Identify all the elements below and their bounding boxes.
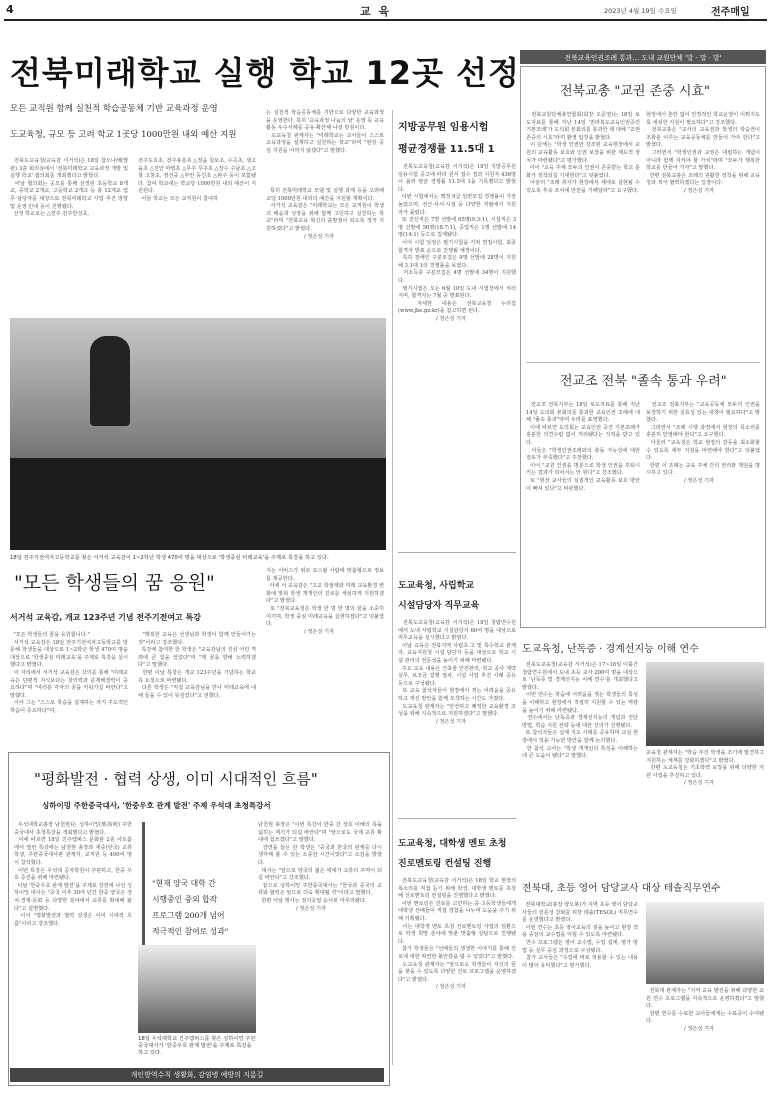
footer-slogan: 개인방역수칙 생활화, 감염병 예방의 지름길: [130, 1071, 264, 1079]
union-t1-headline: 전북교총 "교권 존중 시효": [560, 84, 710, 99]
lecture-col-1: "모든 학생들의 꿈을 응원합니다." 서거석 교육감은 18일 전주기전여자고등학교를 방문해 학생들을 대상으로 1~2학년 학생 470여 명을 대상으로 '학생중심 미래교육'을 주제로 특강을 실시했다고 밝혔다. 이 자리에서 서거석 교육감은 강의를 통해 "미래교육은 단편적 지식보다는 창의력과 문제해결력이 중요하다"며 "여러분 각자의 꿈을 키워가길 바란다"고 말했다. 이어 그는 "스스로 학습을 설계하는 자기 주도적인 학습이 중요하다"며,: [10, 632, 128, 714]
peace-subheadline: 싱하이밍 주한중국대사, '한중우호 관계 발전' 주제 우석대 초청특강서: [42, 801, 271, 810]
main-subheadline-1: 모든 교직원 함께 실천적 학습공동체 기반 교육과정 운영: [10, 104, 218, 114]
audience-silhouettes: [10, 458, 386, 550]
lecture-photo: [10, 318, 386, 550]
private-subheadline: 시설담당자 직무교육: [398, 601, 480, 611]
disaster-col-2: 교육청 관계자는 "학습 부진 학생을 조기에 발견하고 지원하는 체계를 강화하겠다"고 밝혔다. 한편 도교육청은 기초학력 보장을 위해 다양한 지원 사업을 추진하고 있다. / 정은성 기자: [646, 750, 764, 787]
disaster-headline: 도교육청, 난독증 · 경계선지능 이해 연수: [522, 644, 699, 655]
union-banner-text: 전북교육인권조례 통과… 도내 교원단체 '말 · 말 · 말': [564, 54, 722, 62]
private-headline: 도교육청, 사립학교: [398, 581, 475, 591]
section-label: 교 육: [360, 5, 392, 18]
english-col-1: 전북대학교(총장 양오봉)가 지역 초등 영어 담당교사들의 전문성 강화를 위한 테솔(TESOL) 직무연수를 운영했다고 밝혔다. 이번 연수는 초등 영어교육의 질을 높이고 현장 적용 중심의 교수법을 익힐 수 있도록 마련됐다. 연수 프로그램은 영어 교수법, 수업 설계, 평가 방법 등 실무 중심 과정으로 구성됐다. 참가 교사들은 "수업에 바로 적용할 수 있는 내용이 많아 유익했다"고 평가했다.: [522, 902, 638, 969]
peace-col-1: 우석대학교총장 남천현)는 싱하이밍(邢海明) 주한중국대사 초청특강을 개최했다고 밝혔다. 이에 따르면 18일 진주캠퍼스 문화관 2층 아트홀에서 열린 특강에는 남천현 총장과 재중(한국) 교류학생, 주한중국대사관 관계자, 교직원 등 400여 명이 참석했다. 이번 특강은 우석대 공자학원이 주관하고, 한중 우호 증진을 위해 마련됐다. 이날 '한중우호 관계 발전'을 주제로 강연에 나선 싱하이밍 대사는 "중국 이후 30여 년간 한중 양국은 정치·경제·문화 등 다양한 분야에서 교류를 확대해 왔다"고 설명했다. 이어 "평화발전과 협력 상생은 이미 시대적 흐름"이라고 강조했다.: [14, 822, 132, 927]
disaster-photo: [646, 662, 764, 746]
lecture-subheadline: 서거석 교육감, 개교 123주년 기념 전주기전여고 특강: [10, 613, 202, 622]
main-article-col-3: 는 실천적 학습공동체를 기반으로 다양한 교육과정을 운영한다. 특히 '교육과정 나눔의 날' 운영 등 교육활동 우수사례를 공유·확산해 나갈 방침이다. 도교육청 관계자는 "미래학교는 교사들이 스스로 교육과정을 설계하고 실천하는 학교"라며 "현장 중심 지원을 아끼지 않겠다"고 말했다.: [266, 110, 384, 154]
column-divider-1: [392, 110, 393, 1065]
main-headline: 전북미래학교 실행 학교 12곳 선정: [10, 54, 520, 92]
mentor-subheadline: 진로멘토링 컨설팅 진행: [398, 859, 492, 869]
page-number: 4: [6, 3, 14, 16]
civil-headline: 지방공무원 임용시험: [398, 122, 489, 133]
civil-body: 전북도교육청(교육감 서거석)은 18일 지방공무원 임용시험 공고에 따라 원서 접수 결과 지원자 436명이 몰려 평균 경쟁률 11.5대 1을 기록했다고 밝혔다. 이번 시험에서는 행정 9급 일반모집 경쟁률이 가장 높았으며, 전산·사서·시설 등 다양한 직렬에서 지원자가 몰렸다. 또 전산직은 7명 선발에 65명(9.3:1), 시설직은 3명 선발에 56명(18.7:1), 공업직은 1명 선발에 14명(14:1) 등으로 집계됐다. 이어 시험 일정은 필기시험을 거쳐 면접시험, 최종 합격자 발표 순으로 진행될 예정이다. 특히 장애인 구분모집은 9명 선발에 28명이 지원해 3.1대 1의 경쟁률을 보였다. 저소득층 구분모집은 4명 선발에 34명이 지원했다. 필기시험은 오는 6월 10일 도내 시험장에서 치러지며, 합격자는 7월 중 발표된다. 자세한 내용은 전북교육청 누리집(www.jbe.go.kr)을 참고하면 된다. / 정은성 기자: [398, 164, 516, 322]
peace-quote-text: "현재 양국 대학 간 시행중인 중외 합작 프로그램 200개 넘어 적극적인 참여로 성과": [152, 879, 229, 936]
civil-subheadline: 평균경쟁률 11.5대 1: [398, 144, 495, 155]
lecture-col-3: 지는 서비스가 위로 로스될 사람에 맞춤형으로 정보를 제공한다. 이에 서 교육감은 "고교 학점제와 미래 교육환경 변화에 맞춰 학생 개개인의 진로를 세심하게 지원하겠다"고 밝혔다. 또 "전북교육청은 학생 한 명 한 명의 꿈을 소중히 여기며, 학생 중심 미래교육을 실현하겠다"고 덧붙였다. / 정은성 기자: [266, 568, 384, 635]
union-t2-col-2: 전교조 전북지부는 "교육공동체 모두의 인권을 보장하기 위한 실효성 있는 대책이 필요하다"고 밝혔다. 그러면서 "조례 시행 과정에서 현장의 목소리를 충분히 반영해야 한다"고 요구했다. 아울러 "교육청은 학교 현장의 갈등을 최소화할 수 있도록 세부 지침을 마련해야 한다"고 덧붙였다. 한편 이 조례는 교육 주체 간의 권리와 책임을 명시하고 있다. / 정은성 기자: [646, 402, 760, 484]
union-t1-col-1: 전북교원단체총연합회(회장 오준영)는 18일 보도자료를 통해 지난 14일 '전라북도교육인권증진 기본조례'가 도의회 본회의를 통과한 데 대해 "교권 존중의 시효"라며 환영 입장을 밝혔다. 이 단체는 "학생 인권만 강조된 교육현장에서 교원의 교육활동 보호와 인권 보장을 위한 제도적 장치가 마련됐다"고 평가했다. 이어 "교육 주체 모두의 인권이 존중받는 학교 문화가 정착되길 기대한다"고 덧붙였다. 아울러 "조례 취지가 현장에서 제대로 실현될 수 있도록 후속 조치에 만전을 기해달라"고 요구했다.: [526, 112, 640, 194]
mentor-headline: 도교육청, 대학생 멘토 초청: [398, 839, 507, 849]
union-t2-headline: 전교조 전북 "졸속 통과 우려": [560, 374, 727, 389]
divider-private: [398, 818, 516, 819]
main-article-col-4: 특히 전북미래학교 모델 및 실행 과제 등을 고려해 교당 1000만원 내외의 예산을 지원할 계획이다. 서거석 교육감은 "미래학교는 모든 교직원이 학생의 배움과 성장을 위해 함께 고민하고 실천하는 학교"라며 "전북교육 혁신의 출발점이 되도록 적극 지원하겠다"고 밝혔다. / 정은성 기자: [266, 188, 384, 240]
header-rule: [4, 19, 767, 21]
ambassador-photo-caption: 18일 우석대학교 진주캠퍼스를 찾은 싱하이밍 주한중국대사가 '한중우호 관계 발전'을 주제로 특강을 하고 있다.: [138, 1036, 256, 1056]
lecture-headline: "모든 학생들의 꿈 응원": [14, 572, 215, 594]
speaker-figure: [90, 336, 130, 426]
main-subheadline-2: 도교육청, 규모 등 고려 학교 1곳당 1000만원 내외 예산 지원: [10, 130, 237, 140]
peace-col-2: 남천현 총장은 "이번 특강이 한중 간 상호 이해의 폭을 넓히는 계기가 되길 바란다"며 "앞으로도 국제 교류 확대에 힘쓰겠다"고 말했다. 강연을 들은 한 학생은 "중국과 한국의 관계를 다시 생각해 볼 수 있는 소중한 시간이었다"고 소감을 밝혔다. 대사는 "앞으로 양국의 젊은 세대가 교류의 주역이 되길 바란다"고 강조했다. 끝으로 싱하이밍 주한중국대사는 "한국과 중국의 교류와 협력은 앞으로 더욱 확대될 것"이라고 말했다. 한편 이날 행사는 질의응답 순서로 마무리됐다. / 정은성 기자: [258, 822, 382, 912]
mentor-body: 전북도교육청(교육감 서거석)은 18일 학교 현장의 목소리를 직접 듣기 위해 학생, 대학생 멘토를 초청해 진로멘토링 컨설팅을 진행했다고 밝혔다. 이번 멘토링은 진로를 고민하는 중·고등학생들에게 대학생 선배들이 직접 경험을 나누며 도움을 주기 위해 기획됐다. 이는 대학생 멘토 초청 진로멘토링 사업의 일환으로 학생 희망 분야에 맞춘 맞춤형 상담으로 진행됐다. 참가 학생들은 "선배들의 생생한 이야기를 통해 진로에 대한 막연한 불안감을 덜 수 있었다"고 말했다. 도교육청 관계자는 "앞으로도 학생들이 자신의 꿈을 찾을 수 있도록 다양한 진로 프로그램을 운영하겠다"고 밝혔다. / 정은성 기자: [398, 878, 516, 991]
english-photo: [646, 902, 764, 984]
lecture-col-2: "행복한 교육은 선생님과 학생이 함께 만들어가는 것"이라고 강조했다. 특강에 참여한 한 학생은 "교육감님의 진심 어린 격려에 큰 힘을 얻었다"며 "제 꿈을 향해 노력하겠다"고 말했다. 한편 이날 특강은 개교 123주년을 기념하는 학교 측 요청으로 마련됐다. 다른 학생은 "직접 교육감님을 만나 미래교육에 대해 들을 수 있어 뜻깊었다"고 전했다.: [138, 632, 256, 699]
union-t1-col-2: 현장에서 혼란 없이 안정적인 학교운영이 이뤄지도록 세심한 지원이 필요하다"고 강조했다. 전북교총은 "교사의 교육권과 학생의 학습권이 조화를 이루는 교육공동체를 만들어 가야 한다"고 밝혔다. 그러면서 "학생인권과 교권은 대립하는 개념이 아니라 함께 지켜야 할 가치"라며 "모두가 행복한 학교를 만들어 가자"고 말했다. 한편 전북교총은 조례의 원활한 정착을 위해 교육청과 적극 협력하겠다는 입장이다. / 정은성 기자: [646, 112, 760, 194]
private-body: 전북도교육청(교육감 서거석)은 18일 청람연수원에서 도내 사립학교 시설담당자 60여 명을 대상으로 직무교육을 실시했다고 밝혔다. 이날 교육은 전북지역 사립초·고 및 특수학교 관계자, 교육지원청 시설 담당자 등을 대상으로 학교 시설 관리의 전문성을 높이기 위해 마련됐다. 주요 교육 내용은 건축물 안전관리, 학교 공사 계약 실무, 보조금 집행 절차, 시설 사업 추진 사례 공유 등으로 구성됐다. 또 교육 참석자들이 현장에서 겪는 어려움을 공유하고 개선 방안을 함께 모색하는 시간도 가졌다. 도교육청 관계자는 "안전하고 쾌적한 교육환경 조성을 위해 지속적으로 지원하겠다"고 말했다. / 정은성 기자: [398, 620, 516, 725]
divider-civil: [398, 552, 516, 553]
english-headline: 전북대, 초등 영어 담당교사 대상 테솔직무연수: [522, 883, 721, 894]
disaster-col-1: 전북도교육청(교육감 서거석)은 17~18일 이틀간 청람연수원에서 도내 초등 교사 200여 명을 대상으로 '난독증 및 경계선지능 이해 연수'를 개최했다고 밝혔다. 이번 연수는 학습에 어려움을 겪는 학생들의 특성을 이해하고 현장에서 적절히 지원할 수 있는 역량을 높이기 위해 마련됐다. 연수에서는 난독증과 경계선지능의 개념과 진단 방법, 학습 지원 전략 등에 대한 강의가 진행됐다. 또 참석자들은 실제 지도 사례를 공유하며 교실 현장에서 적용 가능한 방안을 함께 논의했다. 한 참석 교사는 "학생 개개인의 특성을 이해하는 데 큰 도움이 됐다"고 말했다.: [522, 662, 638, 760]
main-article-col-1: 전북도교육청(교육감 서거석)은 18일 참으나래(별관) 3층 회의실에서 '전북미래학교 교육과정 개발 및 실행 학교' 협의회를 개최했다고 밝혔다. 이날 협의회는 공모를 통해 선정된 초등학교 8개교, 중학교 2개교, 고등학교 2개교 등 총 12개교 업무 담당자를 대상으로 전북미래학교 사업 추진 방향 및 운영 안내 등이 진행됐다. 선정 학교로는 △전주 전주반성초,: [10, 158, 128, 218]
main-article-col-2: 전주도호초, 전주용흥초 △정읍 칠보초, 수곡초, 샘고을초 △진안 마령초 △무주 무주초 △장수 수남초 △고창 고창초, 영선중 △부안 동진초 △완주 등이 포함됐다. 참여 학교에는 학교당 1000만원 내외 예산이 지원된다. 이들 학교는 모든 교직원이 참여하: [138, 158, 256, 202]
peace-headline: "평화발전 · 협력 상생, 이미 시대적인 흐름": [34, 770, 318, 788]
ambassador-photo: [138, 945, 256, 1033]
paper-name: 전주매일: [711, 7, 750, 18]
english-col-2: 전북대 관계자는 "지역 교육 발전을 위해 다양한 교원 연수 프로그램을 지속적으로 운영하겠다"고 말했다. 한편 연수를 수료한 교사들에게는 수료증이 수여됐다. / 정은성 기자: [646, 988, 764, 1032]
issue-date: 2023년 4월 19일 수요일: [604, 7, 677, 15]
union-t2-col-1: 전교조 전북지부는 18일 보도자료를 통해 지난 14일 도의회 본회의를 통과한 교육인권 조례에 대해 "졸속 통과"라며 우려를 표명했다. 이에 따르면 도의회는 교육인권 증진 기본조례가 충분한 의견수렴 없이 처리됐다는 지적을 받고 있다. 이들은 "학생인권조례와의 충돌 가능성에 대한 검토가 부족했다"고 주장했다. 이어 "교원 인권을 명분으로 학생 인권을 후퇴시키는 결과가 되어서는 안 된다"고 강조했다. 또 "현장 교사들의 실질적인 교육활동 보호 방안이 빠져 있다"고 비판했다.: [526, 402, 640, 492]
union-divider: [526, 362, 760, 363]
union-banner: [520, 50, 766, 64]
lecture-photo-caption: 18일 전주기전여자고등학교를 찾은 서거석 교육감이 1~2학년 학생 470여 명을 대상으로 '학생중심 미래교육'을 주제로 특강을 하고 있다.: [10, 555, 329, 561]
footer-slogan-bar: [10, 1068, 384, 1082]
